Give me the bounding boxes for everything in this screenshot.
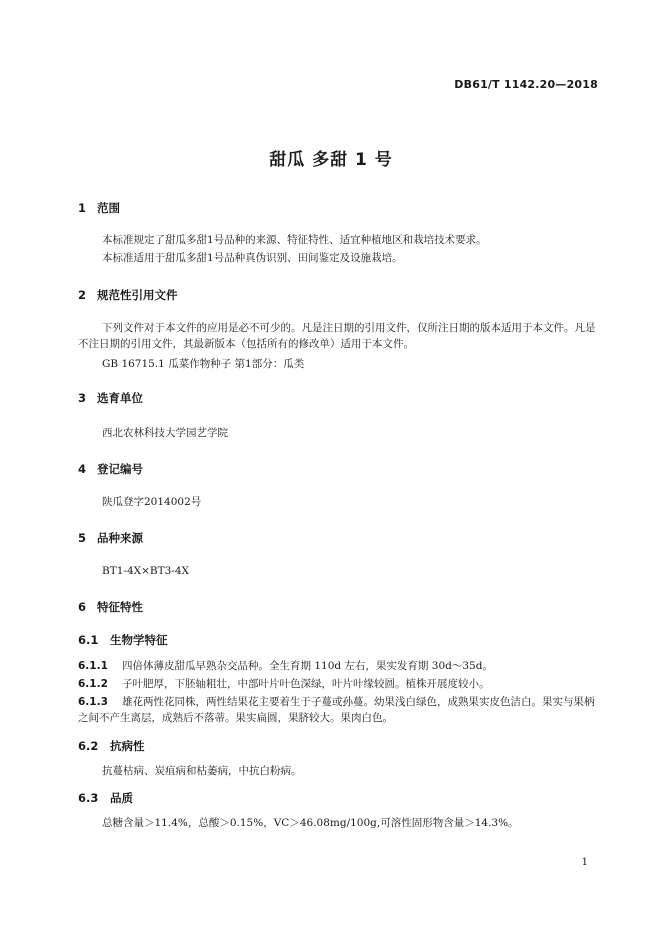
- registration-number: 陕瓜登字2014002号: [102, 496, 202, 508]
- paragraph: 下列文件对于本文件的应用是必不可少的。凡是注日期的引用文件，仅所注日期的版本适用于本文件。凡是不注日期的引用文件，其最新版本（包括所有的修改单）适用于本文件。: [78, 322, 596, 350]
- clause-number: 6.1.3: [78, 696, 108, 708]
- section-title: 品种来源: [97, 531, 143, 545]
- normative-reference: GB 16715.1 瓜菜作物种子 第1部分：瓜类: [102, 358, 305, 370]
- breeding-unit: 西北农林科技大学园艺学院: [102, 427, 228, 439]
- section-number: 2: [78, 288, 87, 302]
- section-5-heading: [78, 530, 143, 546]
- disease-resistance: 抗蔓枯病、炭疽病和枯萎病，中抗白粉病。: [102, 765, 302, 777]
- section-title: 规范性引用文件: [97, 288, 178, 302]
- clause-text: 雄花两性花同株，两性结果花主要着生于子蔓或孙蔓。幼果浅白绿色，成熟果实皮色洁白。果实与果柄之间不产生离层，成熟后不落蒂。果实扁圆，果脐较大。果肉白色。: [78, 696, 595, 724]
- clause-text: 子叶肥厚，下胚轴粗壮，中部叶片叶色深绿，叶片叶缘较圆。植株开展度较小。: [122, 678, 490, 690]
- clause-number: 6.1.1: [78, 660, 108, 672]
- document-code: DB61/T 1142.20—2018: [454, 78, 598, 91]
- clause-number: 6.1.2: [78, 678, 108, 690]
- section-number: 6.3: [78, 791, 99, 805]
- list-item: [78, 694, 602, 726]
- section-number: 5: [78, 531, 87, 545]
- variety-origin: BT1-4X×BT3-4X: [102, 565, 190, 577]
- section-number: 6.2: [78, 739, 99, 753]
- section-2-heading: [78, 287, 178, 303]
- section-6-3-heading: [78, 790, 133, 806]
- section-title: 品质: [110, 791, 133, 805]
- list-item: [78, 658, 493, 674]
- section-title: 选育单位: [97, 391, 143, 405]
- section-4-heading: [78, 461, 143, 477]
- section-title: 抗病性: [110, 739, 145, 753]
- section-number: 6.1: [78, 633, 99, 647]
- section-title: 生物学特征: [110, 633, 168, 647]
- section-1-heading: [78, 200, 120, 216]
- quality: 总糖含量＞11.4%，总酸＞0.15%，VC＞46.08mg/100g,可溶性固形物含量＞14.3%。: [102, 817, 519, 829]
- paragraph: 本标准适用于甜瓜多甜1号品种真伪识别、田间鉴定及设施栽培。: [102, 252, 403, 264]
- clause-text: 四倍体薄皮甜瓜早熟杂交品种。全生育期 110d 左右，果实发育期 30d～35d。: [122, 660, 493, 672]
- paragraph: 本标准规定了甜瓜多甜1号品种的来源、特征特性、适宜种植地区和栽培技术要求。: [102, 234, 487, 246]
- section-title: 范围: [97, 201, 120, 215]
- section-number: 1: [78, 201, 87, 215]
- section-number: 3: [78, 391, 87, 405]
- section-title: 登记编号: [97, 462, 143, 476]
- page-title: 甜瓜 多甜 1 号: [269, 150, 393, 170]
- section-3-heading: [78, 390, 143, 406]
- section-6-heading: [78, 599, 143, 615]
- section-title: 特征特性: [97, 600, 143, 614]
- section-6-1-heading: [78, 632, 168, 648]
- section-number: 4: [78, 462, 87, 476]
- section-number: 6: [78, 600, 87, 614]
- list-item: [78, 676, 490, 692]
- section-6-2-heading: [78, 738, 145, 754]
- page-number: 1: [581, 857, 588, 868]
